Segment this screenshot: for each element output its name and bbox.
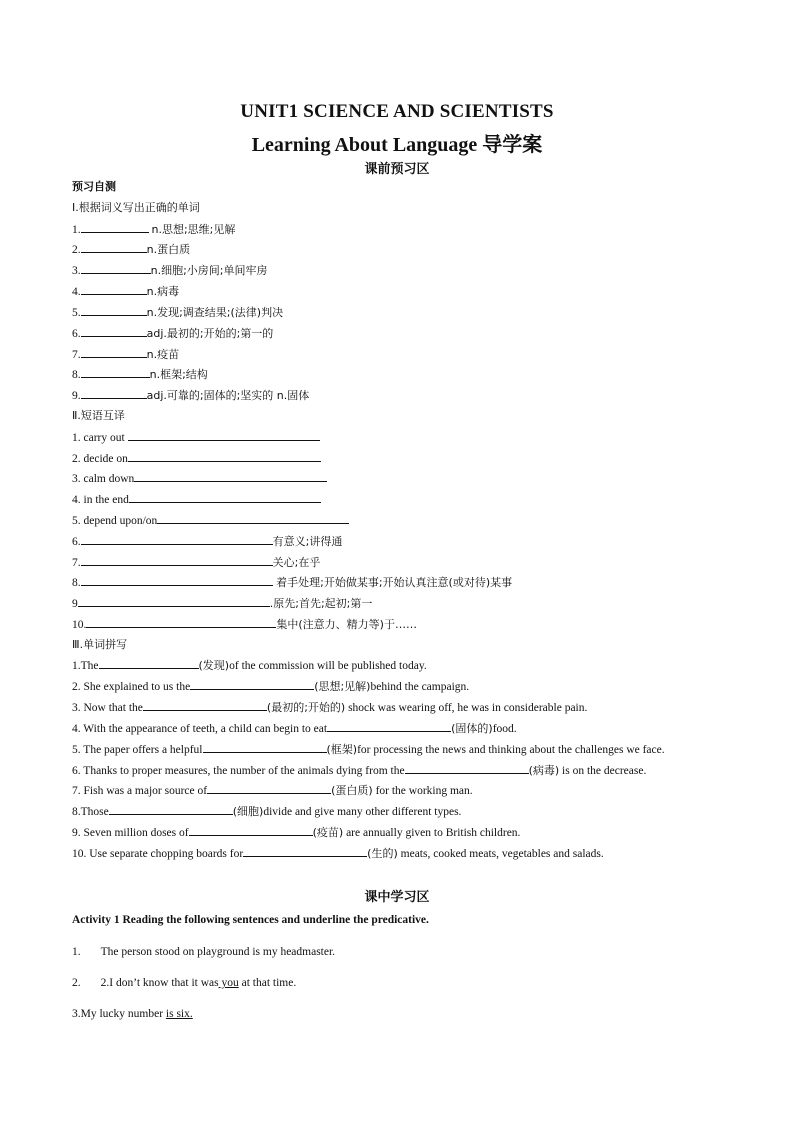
answer-blank[interactable] <box>157 512 349 524</box>
answer-blank[interactable] <box>134 470 327 482</box>
answer-blank[interactable] <box>81 304 147 316</box>
part2-heading: Ⅱ.短语互译 <box>72 409 125 422</box>
answer-blank[interactable] <box>81 262 151 274</box>
phrase-item: 4. in the end <box>72 491 321 508</box>
spelling-item: 2. She explained to us the (思想;见解)behind the campaign. <box>72 680 470 693</box>
vocab-item: 5. n.发现;调查结果;(法律)判决 <box>72 306 284 319</box>
spelling-item: 3. Now that the (最初的;开始的) shock was wearing off, he was in considerable pain. <box>72 701 588 714</box>
answer-blank[interactable] <box>128 450 321 462</box>
answer-blank[interactable] <box>81 554 273 566</box>
answer-blank[interactable] <box>190 678 314 690</box>
vocab-item: 2. n.蛋白质 <box>72 243 191 256</box>
answer-blank[interactable] <box>81 533 273 545</box>
spelling-item: 1.The (发现)of the commission will be published today. <box>72 659 427 672</box>
sentence-item: 1. The person stood on playground is my headmaster. <box>72 946 336 958</box>
answer-blank[interactable] <box>86 616 276 628</box>
pre-class-heading: 课前预习区 <box>364 162 430 177</box>
phrase-item: 1. carry out <box>72 429 320 446</box>
activity1-heading: Activity 1 Reading the following sentences and underline the predicative. <box>72 914 429 926</box>
spelling-item: 8.Those (细胞)divide and give many other different types. <box>72 805 462 818</box>
spelling-item: 4. With the appearance of teeth, a child can begin to eat (固体的)food. <box>72 722 517 735</box>
answer-blank[interactable] <box>243 845 367 857</box>
answer-blank[interactable] <box>109 803 233 815</box>
phrase-item: 3. calm down <box>72 470 327 487</box>
answer-blank[interactable] <box>81 366 150 378</box>
spelling-item: 7. Fish was a major source of (蛋白质) for the working man. <box>72 784 473 797</box>
answer-blank[interactable] <box>207 782 331 794</box>
sentence-item: 3.My lucky number is six. <box>72 1008 193 1020</box>
answer-blank[interactable] <box>189 824 313 836</box>
phrase-item: 9 .原先;首先;起初;第一 <box>72 597 373 610</box>
vocab-item: 9. adj.可靠的;固体的;坚实的 n.固体 <box>72 389 310 402</box>
spelling-item: 5. The paper offers a helpful (框架)for processing the news and thinking about the challenges we face. <box>72 743 665 756</box>
answer-blank[interactable] <box>81 283 147 295</box>
part3-heading: Ⅲ.单词拼写 <box>72 638 128 651</box>
answer-blank[interactable] <box>81 387 147 399</box>
phrase-item: 7. 关心;在乎 <box>72 556 321 569</box>
phrase-item: 6. 有意义;讲得通 <box>72 535 343 548</box>
spelling-item: 9. Seven million doses of (疫苗) are annually given to British children. <box>72 826 521 839</box>
vocab-item: 3. n.细胞;小房间;单间牢房 <box>72 264 268 277</box>
phrase-item: 10. 集中(注意力、精力等)于…… <box>72 618 417 631</box>
answer-blank[interactable] <box>128 429 320 441</box>
spelling-item: 6. Thanks to proper measures, the number of the animals dying from the (病毒) is on the decrease. <box>72 764 647 777</box>
answer-blank[interactable] <box>81 346 147 358</box>
phrase-item: 2. decide on <box>72 450 321 467</box>
answer-blank[interactable] <box>78 595 270 607</box>
vocab-item: 1. n.思想;思维;见解 <box>72 223 236 236</box>
answer-blank[interactable] <box>81 241 147 253</box>
answer-blank[interactable] <box>99 657 199 669</box>
answer-blank[interactable] <box>81 221 149 233</box>
phrase-item: 8. 着手处理;开始做某事;开始认真注意(或对待)某事 <box>72 576 513 589</box>
in-class-heading: 课中学习区 <box>364 890 430 905</box>
vocab-item: 7. n.疫苗 <box>72 348 180 361</box>
answer-blank[interactable] <box>143 699 267 711</box>
phrase-item: 5. depend upon/on <box>72 512 349 529</box>
answer-blank[interactable] <box>129 491 321 503</box>
vocab-item: 4. n.病毒 <box>72 285 180 298</box>
self-test-heading: 预习自测 <box>72 180 116 193</box>
part1-heading: I.根据词义写出正确的单词 <box>72 201 200 214</box>
vocab-item: 8. n.框架;结构 <box>72 368 208 381</box>
sentence-item: 2. 2.I don’t know that it was you at that time. <box>72 977 297 989</box>
spelling-item: 10. Use separate chopping boards for (生的) meats, cooked meats, vegetables and salads. <box>72 847 604 860</box>
answer-blank[interactable] <box>81 574 273 586</box>
answer-blank[interactable] <box>203 741 327 753</box>
unit-title: UNIT1 SCIENCE AND SCIENTISTS <box>240 101 554 122</box>
lesson-subtitle: Learning About Language 导学案 <box>251 134 543 156</box>
answer-blank[interactable] <box>81 325 147 337</box>
answer-blank[interactable] <box>327 720 451 732</box>
vocab-item: 6. adj.最初的;开始的;第一的 <box>72 327 274 340</box>
answer-blank[interactable] <box>405 762 529 774</box>
